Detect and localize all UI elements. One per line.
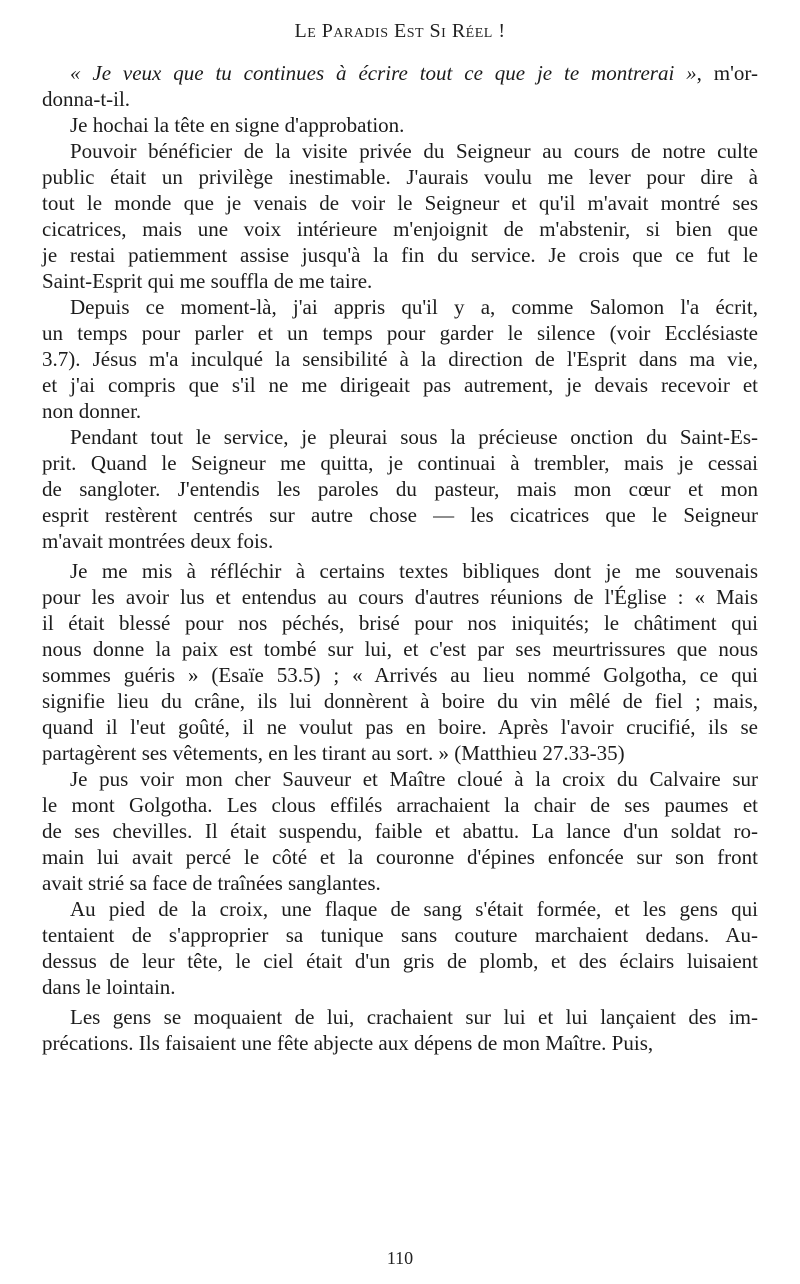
text-line	[42, 86, 758, 112]
italic-quote: « Je veux que tu continues à écrire tout ce que je te montrerai »	[70, 61, 697, 85]
line-text: avait strié sa face de traînées sanglantes.	[42, 871, 381, 895]
running-head	[0, 20, 800, 43]
text-line	[42, 792, 758, 818]
page-number: 110	[386, 1248, 414, 1268]
line-text: nous donne la paix est tombé sur lui, et c'est par ses meurtrissures que nous	[42, 637, 758, 661]
line-text: précations. Ils faisaient une fête abjecte aux dépens de mon Maître. Puis,	[42, 1031, 654, 1055]
line-text: le mont Golgotha. Les clous effilés arrachaient la chair de ses paumes et	[42, 793, 758, 817]
text-line	[42, 818, 758, 844]
text-line	[42, 714, 758, 740]
line-text: Les gens se moquaient de lui, crachaient sur lui et lui lançaient des im-	[70, 1005, 758, 1029]
text-line	[42, 662, 758, 688]
line-text: de ses chevilles. Il était suspendu, faible et abattu. La lance d'un soldat ro-	[42, 819, 758, 843]
text-line	[42, 450, 758, 476]
text-line	[42, 138, 758, 164]
text-line	[42, 528, 758, 554]
paragraph	[42, 112, 758, 138]
line-text: non donner.	[42, 399, 142, 423]
line-text: 3.7). Jésus m'a inculqué la sensibilité à la direction de l'Esprit dans ma vie,	[42, 347, 758, 371]
line-text: donna-t-il.	[42, 87, 131, 111]
line-text: Je pus voir mon cher Sauveur et Maître cloué à la croix du Calvaire sur	[70, 767, 758, 791]
body-text	[42, 60, 758, 1056]
line-text: Pouvoir bénéficier de la visite privée du Seigneur au cours de notre culte	[70, 139, 758, 163]
text-line	[42, 636, 758, 662]
line-text: je restai patiemment assise jusqu'à la fin du service. Je crois que ce fut le	[42, 243, 758, 267]
line-text: pour les avoir lus et entendus au cours d'autres réunions de l'Église : « Mais	[42, 585, 758, 609]
text-line	[42, 424, 758, 450]
paragraph	[42, 60, 758, 112]
line-text: Au pied de la croix, une flaque de sang s'était formée, et les gens qui	[70, 897, 758, 921]
text-line	[42, 558, 758, 584]
running-head-title: Le Paradis Est Si Réel !	[294, 20, 506, 42]
paragraph	[42, 766, 758, 896]
line-text: , m'or-	[696, 61, 758, 85]
text-line	[42, 1004, 758, 1030]
text-line	[42, 922, 758, 948]
text-line	[42, 242, 758, 268]
text-line	[42, 844, 758, 870]
text-line	[42, 740, 758, 766]
line-text: prit. Quand le Seigneur me quitta, je continuai à trembler, mais je cessai	[42, 451, 758, 475]
line-text: public était un privilège inestimable. J'aurais voulu me lever pour dire à	[42, 165, 758, 189]
text-line	[42, 372, 758, 398]
line-text: Je me mis à réfléchir à certains textes bibliques dont je me souvenais	[70, 559, 758, 583]
text-line	[42, 294, 758, 320]
line-text: sommes guéris » (Esaïe 53.5) ; « Arrivés au lieu nommé Golgotha, ce qui	[42, 663, 758, 687]
line-text: et j'ai compris que s'il ne me dirigeait pas autrement, je devais recevoir et	[42, 373, 758, 397]
line-text: de sangloter. J'entendis les paroles du pasteur, mais mon cœur et mon	[42, 477, 758, 501]
text-line	[42, 948, 758, 974]
line-text: cicatrices, mais une voix intérieure m'enjoignit de m'abstenir, si bien que	[42, 217, 758, 241]
line-text: tentaient de s'approprier sa tunique sans couture marchaient dedans. Au-	[42, 923, 758, 947]
line-text: main lui avait percé le côté et la couronne d'épines enfoncée sur son front	[42, 845, 758, 869]
line-text: Depuis ce moment-là, j'ai appris qu'il y a, comme Salomon l'a écrit,	[70, 295, 758, 319]
line-text: un temps pour parler et un temps pour garder le silence (voir Ecclésiaste	[42, 321, 758, 345]
text-line	[42, 476, 758, 502]
paragraph	[42, 138, 758, 294]
paragraph	[42, 1004, 758, 1056]
text-line	[42, 346, 758, 372]
text-line	[42, 164, 758, 190]
line-text: Je hochai la tête en signe d'approbation.	[70, 113, 405, 137]
line-text: Pendant tout le service, je pleurai sous la précieuse onction du Saint-Es-	[70, 425, 758, 449]
text-line	[42, 60, 758, 86]
line-text: m'avait montrées deux fois.	[42, 529, 274, 553]
text-line	[42, 688, 758, 714]
text-line	[42, 216, 758, 242]
line-text: il était blessé pour nos péchés, brisé pour nos iniquités; le châtiment qui	[42, 611, 758, 635]
text-line	[42, 1030, 758, 1056]
line-text: signifie lieu du crâne, ils lui donnèrent à boire du vin mêlé de fiel ; mais,	[42, 689, 758, 713]
text-line	[42, 112, 758, 138]
text-line	[42, 502, 758, 528]
line-text: dessus de leur tête, le ciel était d'un gris de plomb, et des éclairs luisaient	[42, 949, 758, 973]
line-text: partagèrent ses vêtements, en les tirant au sort. » (Matthieu 27.33-35)	[42, 741, 625, 765]
line-text: quand il l'eut goûté, il ne voulut pas en boire. Après l'avoir crucifié, ils se	[42, 715, 758, 739]
text-line	[42, 610, 758, 636]
text-line	[42, 268, 758, 294]
paragraph	[42, 424, 758, 554]
text-line	[42, 320, 758, 346]
line-text: Saint-Esprit qui me souffla de me taire.	[42, 269, 373, 293]
text-line	[42, 190, 758, 216]
paragraph	[42, 896, 758, 1000]
paragraph	[42, 294, 758, 424]
text-line	[42, 974, 758, 1000]
line-text: dans le lointain.	[42, 975, 176, 999]
line-text: tout le monde que je venais de voir le Seigneur et qu'il m'avait montré ses	[42, 191, 758, 215]
text-line	[42, 766, 758, 792]
paragraph	[42, 558, 758, 766]
line-text: esprit restèrent centrés sur autre chose — les cicatrices que le Seigneur	[42, 503, 758, 527]
text-line	[42, 398, 758, 424]
text-line	[42, 870, 758, 896]
text-line	[42, 584, 758, 610]
text-line	[42, 896, 758, 922]
